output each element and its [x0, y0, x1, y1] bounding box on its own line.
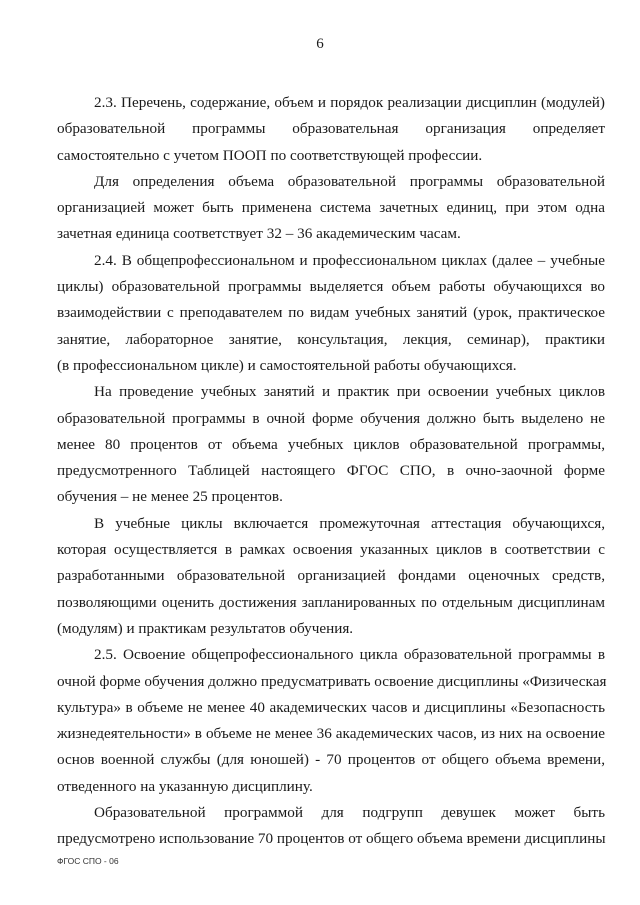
- text-line: Для определения объема образовательной программы образовательной: [94, 172, 605, 190]
- text-line: взаимодействии с преподавателем по видам учебных занятий (урок, практическое: [57, 304, 605, 322]
- paragraph: [57, 642, 605, 800]
- text-line: 2.5. Освоение общепрофессионального цикла образовательной программы в: [94, 646, 605, 664]
- text-line: 2.4. В общепрофессиональном и профессиональном циклах (далее – учебные: [94, 251, 605, 269]
- text-line: жизнедеятельности» в объеме не менее 36 академических часов, из них на освоение: [57, 725, 605, 743]
- text-line: предусмотрено использование 70 процентов от общего объема времени дисциплины: [57, 830, 606, 848]
- text-line: (модулям) и практикам результатов обучения.: [57, 619, 354, 637]
- text-line: отведенного на указанную дисциплину.: [57, 777, 313, 795]
- text-line: разработанными образовательной организацией фондами оценочных средств,: [57, 567, 605, 585]
- text-line: образовательной программы в очной форме обучения должно быть выделено не: [57, 409, 605, 427]
- page-number: 6: [316, 36, 324, 52]
- paragraph: [57, 379, 605, 510]
- text-line: менее 80 процентов от объема учебных циклов образовательной программы,: [57, 435, 605, 453]
- text-line: (в профессиональном цикле) и самостоятельной работы обучающихся.: [57, 356, 517, 374]
- text-line: обучения – не менее 25 процентов.: [57, 488, 283, 506]
- paragraph: [57, 90, 605, 169]
- text-line: На проведение учебных занятий и практик при освоении учебных циклов: [94, 383, 605, 401]
- text-line: культура» в объеме не менее 40 академических часов и дисциплины «Безопасность: [57, 698, 605, 716]
- text-line: организацией может быть применена система зачетных единиц, при этом одна: [57, 199, 605, 217]
- text-line: 2.3. Перечень, содержание, объем и порядок реализации дисциплин (модулей): [94, 94, 605, 111]
- footer-label: ФГОС СПО - 06: [57, 856, 119, 866]
- document-body: [57, 90, 605, 853]
- text-line: которая осуществляется в рамках освоения указанных циклов в соответствии с: [57, 541, 605, 559]
- paragraph: [57, 248, 605, 379]
- text-line: В учебные циклы включается промежуточная аттестация обучающихся,: [94, 514, 605, 532]
- text-line: предусмотренного Таблицей настоящего ФГОС СПО, в очно-заочной форме: [57, 462, 605, 480]
- text-line: позволяющими оценить достижения запланированных по отдельным дисциплинам: [57, 593, 605, 611]
- text-line: Образовательной программой для подгрупп девушек может быть: [94, 804, 605, 822]
- text-line: основ военной службы (для юношей) - 70 процентов от общего объема времени,: [57, 751, 605, 769]
- text-line: образовательной программы образовательная организация определяет: [57, 120, 605, 138]
- text-line: самостоятельно с учетом ПООП по соответствующей профессии.: [57, 146, 483, 164]
- paragraph: [57, 169, 605, 248]
- paragraph: [57, 800, 605, 853]
- text-line: очной форме обучения должно предусматривать освоение дисциплины «Физическая: [57, 672, 607, 690]
- text-line: занятие, лабораторное занятие, консультация, лекция, семинар), практики: [57, 330, 605, 348]
- text-line: зачетная единица соответствует 32 – 36 академическим часам.: [57, 225, 461, 243]
- paragraph: [57, 511, 605, 642]
- text-line: циклы) образовательной программы выделяется объем работы обучающихся во: [57, 278, 605, 296]
